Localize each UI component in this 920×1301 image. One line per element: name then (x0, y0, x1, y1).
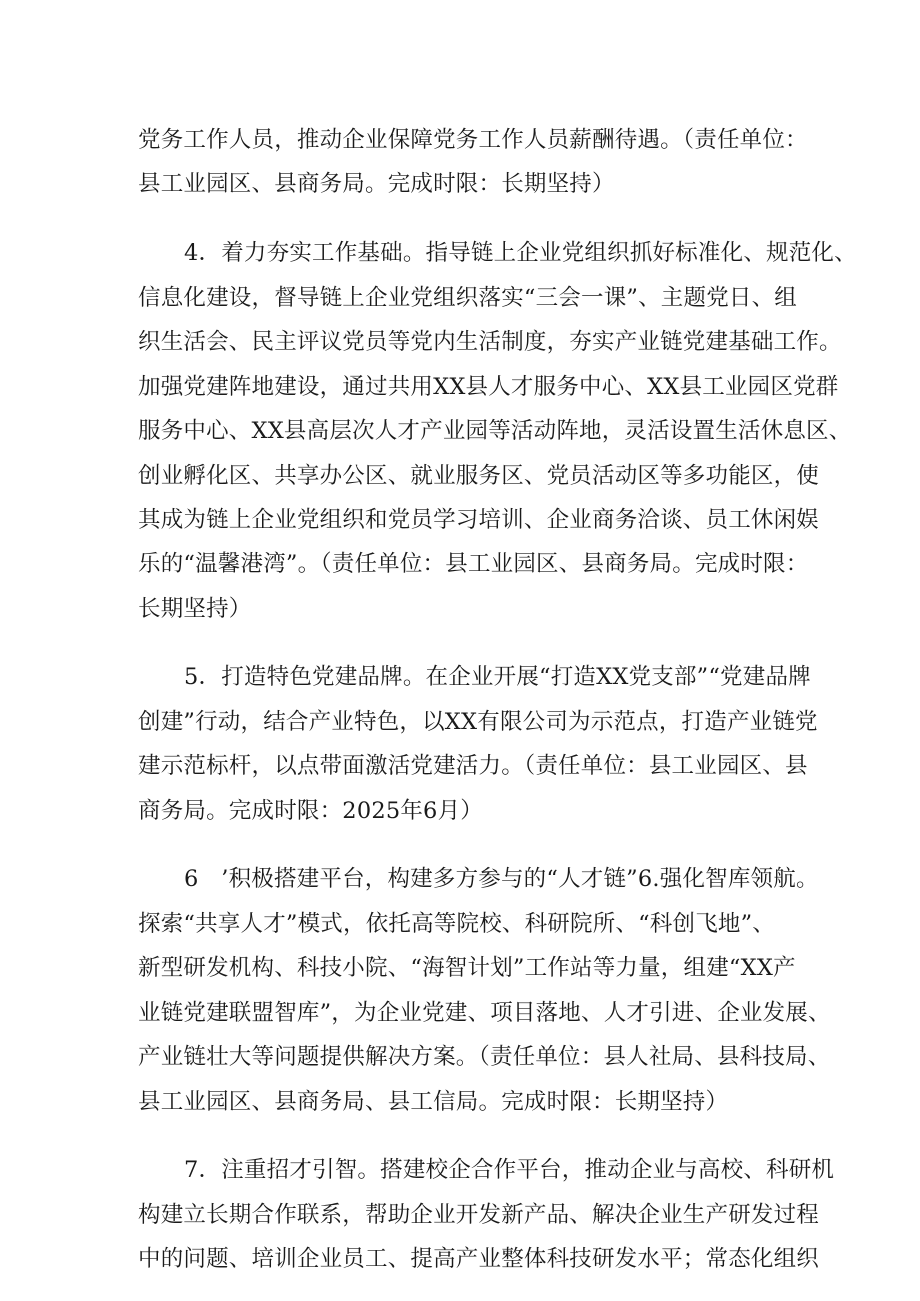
text-line: 其成为链上企业党组织和党员学习培训、企业商务洽谈、员工休闲娱 (138, 507, 820, 533)
text-line: 县工业园区、县商务局。完成时限：长期坚持） (138, 171, 615, 197)
text-line: 服务中心、XX县高层次人才产业园等活动阵地，灵活设置生活休息区、 (138, 418, 852, 444)
text-line: 县工业园区、县商务局、县工信局。完成时限：长期坚持） (138, 1089, 729, 1115)
text-line: 创业孵化区、共享办公区、就业服务区、党员活动区等多功能区，使 (138, 463, 820, 489)
paragraph-5-heading-line: 5．打造特色党建品牌。在企业开展“打造XX党支部”“党建品牌 (184, 664, 811, 690)
text-line: 商务局。完成时限：2025年6月） (138, 798, 483, 824)
text-line: 乐的“温馨港湾”。（责任单位：县工业园区、县商务局。完成时限： (138, 551, 809, 577)
text-line: 新型研发机构、科技小院、“海智计划”工作站等力量，组建“XX产 (138, 955, 796, 981)
text-line: 创建”行动，结合产业特色，以XX有限公司为示范点，打造产业链党 (138, 709, 818, 735)
text-line: 产业链壮大等问题提供解决方案。（责任单位：县人社局、县科技局、 (138, 1044, 831, 1070)
text-line: 加强党建阵地建设，通过共用XX县人才服务中心、XX县工业园区党群 (138, 374, 839, 400)
text-line: 业链党建联盟智库”，为企业党建、项目落地、人才引进、企业发展、 (138, 1000, 831, 1026)
text-line: 党务工作人员，推动企业保障党务工作人员薪酬待遇。（责任单位： (138, 127, 808, 153)
text-line: 长期坚持） (138, 596, 252, 622)
text-line: 信息化建设，督导链上企业党组织落实“三会一课”、主题党日、组 (138, 285, 798, 311)
paragraph-7-heading-line: 7．注重招才引智。搭建校企合作平台，推动企业与高校、科研机 (184, 1157, 835, 1183)
text-line: 建示范标杆，以点带面激活党建活力。（责任单位：县工业园区、县 (138, 753, 808, 779)
text-line: 织生活会、民主评议党员等党内生活制度，夯实产业链党建基础工作。 (138, 329, 842, 355)
text-line: 构建立长期合作联系，帮助企业开发新产品、解决企业生产研发过程 (138, 1202, 820, 1228)
text-line: 中的问题、培训企业员工、提高产业整体科技研发水平；常态化组织 (138, 1246, 820, 1272)
paragraph-6-heading-line: 6 ’积极搭建平台，构建多方参与的“人才链”6.强化智库领航。 (184, 866, 819, 892)
text-line: 探索“共享人才”模式，依托高等院校、科研院所、“科创飞地”、 (138, 911, 776, 937)
paragraph-4-heading-line: 4．着力夯实工作基础。指导链上企业党组织抓好标准化、规范化、 (184, 240, 857, 266)
